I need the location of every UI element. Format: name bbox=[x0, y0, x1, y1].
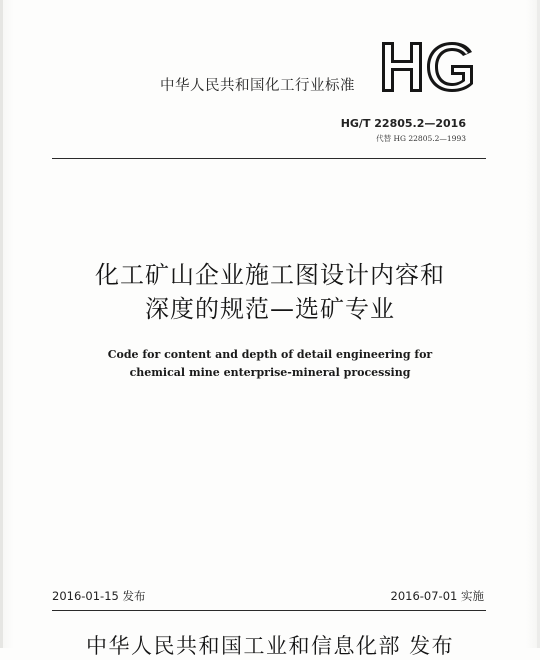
hg-logo bbox=[380, 38, 476, 96]
top-divider bbox=[52, 158, 486, 159]
title-chinese-line-1: 化工矿山企业施工图设计内容和 bbox=[95, 261, 445, 289]
standard-code: HG/T 22805.2—2016 bbox=[340, 117, 466, 130]
issue-date: 2016-01-15 发布 bbox=[52, 589, 146, 603]
hg-logo-graphic bbox=[382, 42, 473, 92]
issuing-authority: 中华人民共和国工业和信息化部 发布 bbox=[86, 634, 455, 658]
title-english-line-1: Code for content and depth of detail engineering for bbox=[107, 348, 433, 361]
title-english-line-2: chemical mine enterprise-mineral processing bbox=[129, 366, 411, 379]
implementation-date: 2016-07-01 实施 bbox=[390, 589, 484, 603]
title-chinese-line-2: 深度的规范—选矿专业 bbox=[145, 295, 395, 323]
title-english bbox=[0, 346, 540, 382]
bottom-divider bbox=[52, 610, 486, 611]
standard-category-name: 中华人民共和国化工行业标准 bbox=[160, 78, 355, 94]
replaces-standard: 代替 HG 22805.2—1993 bbox=[376, 134, 466, 143]
title-chinese bbox=[0, 258, 540, 326]
